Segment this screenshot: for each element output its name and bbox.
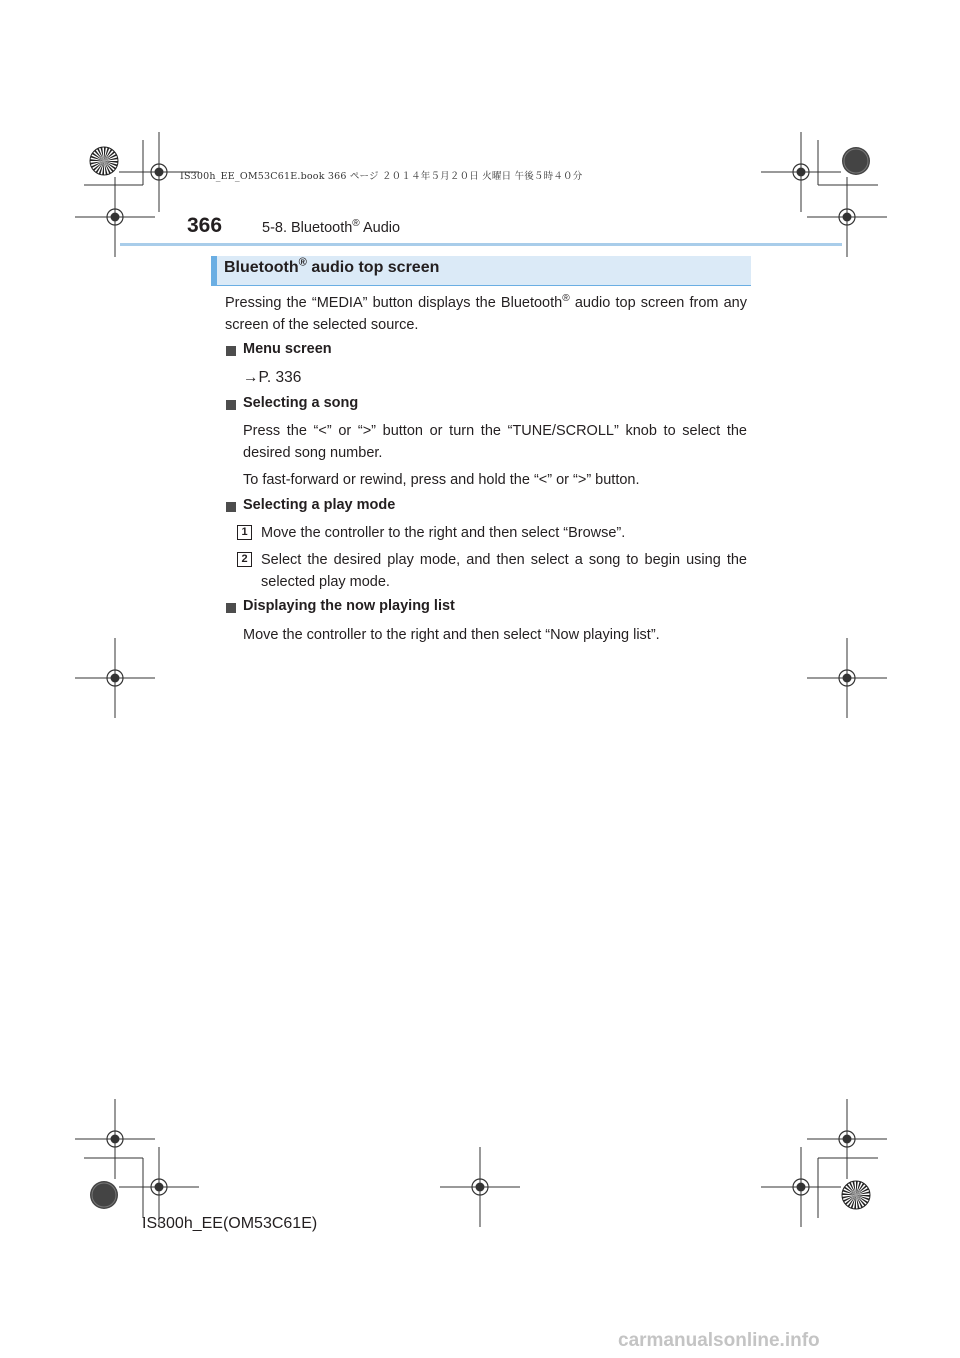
- crosshair-dot: [797, 1183, 806, 1192]
- page-reference: →P. 336: [243, 369, 302, 386]
- section-title-prefix: Bluetooth: [224, 259, 299, 276]
- section-header-suffix: Audio: [359, 220, 401, 236]
- bullet-square-icon: [226, 502, 236, 512]
- step-number-badge: 1: [237, 525, 252, 540]
- item-heading-menu-screen: Menu screen: [243, 341, 332, 357]
- section-header: [262, 220, 400, 236]
- section-title-suffix: audio top screen: [306, 259, 440, 276]
- book-header: IS300h_EE_OM53C61E.book 366 ページ ２０１４年５月２０日 火曜日 午後５時４０分: [180, 171, 583, 182]
- now-playing-text: Move the controller to the right and then select “Now playing list”.: [243, 627, 660, 643]
- crosshair-dot: [111, 213, 120, 222]
- step-1-text: Move the controller to the right and then select “Browse”.: [261, 525, 626, 541]
- footer-code: IS300h_EE(OM53C61E): [142, 1215, 318, 1232]
- intro-line-1: [225, 292, 747, 314]
- song-text-line-1: Press the “<” or “>” button or turn the “TUNE/SCROLL” knob to select the: [243, 423, 747, 439]
- crosshair-dot: [111, 674, 120, 683]
- step-2-text-line-2: selected play mode.: [261, 574, 390, 590]
- item-heading-now-playing: Displaying the now playing list: [243, 598, 455, 614]
- item-heading-selecting-song: Selecting a song: [243, 395, 359, 411]
- registration-disc: [842, 147, 870, 175]
- registered-mark: ®: [298, 256, 307, 269]
- crosshair-dot: [155, 1183, 164, 1192]
- crosshair-dot: [797, 168, 806, 177]
- crosshair-dot: [111, 1135, 120, 1144]
- intro-line-2: screen of the selected source.: [225, 317, 419, 333]
- item-heading-play-mode: Selecting a play mode: [243, 497, 396, 513]
- intro-text-b: audio top screen from any: [569, 295, 747, 311]
- intro-text-a: Pressing the “MEDIA” button displays the Bluetooth: [225, 295, 563, 311]
- crosshair-dot: [843, 1135, 852, 1144]
- registered-mark: ®: [562, 293, 570, 305]
- section-header-prefix: 5-8. Bluetooth: [262, 220, 353, 236]
- watermark: carmanualsonline.info: [618, 1330, 820, 1351]
- bullet-square-icon: [226, 346, 236, 356]
- song-text-line-3: To fast-forward or rewind, press and hold the “<” or “>” button.: [243, 472, 640, 488]
- registration-disc: [90, 1181, 118, 1209]
- song-text-line-2: desired song number.: [243, 445, 383, 461]
- bullet-square-icon: [226, 603, 236, 613]
- registered-mark: ®: [352, 218, 360, 230]
- bullet-square-icon: [226, 400, 236, 410]
- crosshair-dot: [843, 213, 852, 222]
- step-2-text-line-1: Select the desired play mode, and then select a song to begin using the: [261, 552, 747, 568]
- crosshair-dot: [155, 168, 164, 177]
- page-number: 366: [187, 214, 223, 237]
- crosshair-dot: [843, 674, 852, 683]
- crosshair-dot: [476, 1183, 485, 1192]
- step-number-badge: 2: [237, 552, 252, 567]
- section-title: [224, 256, 440, 277]
- header-rule: [120, 243, 842, 246]
